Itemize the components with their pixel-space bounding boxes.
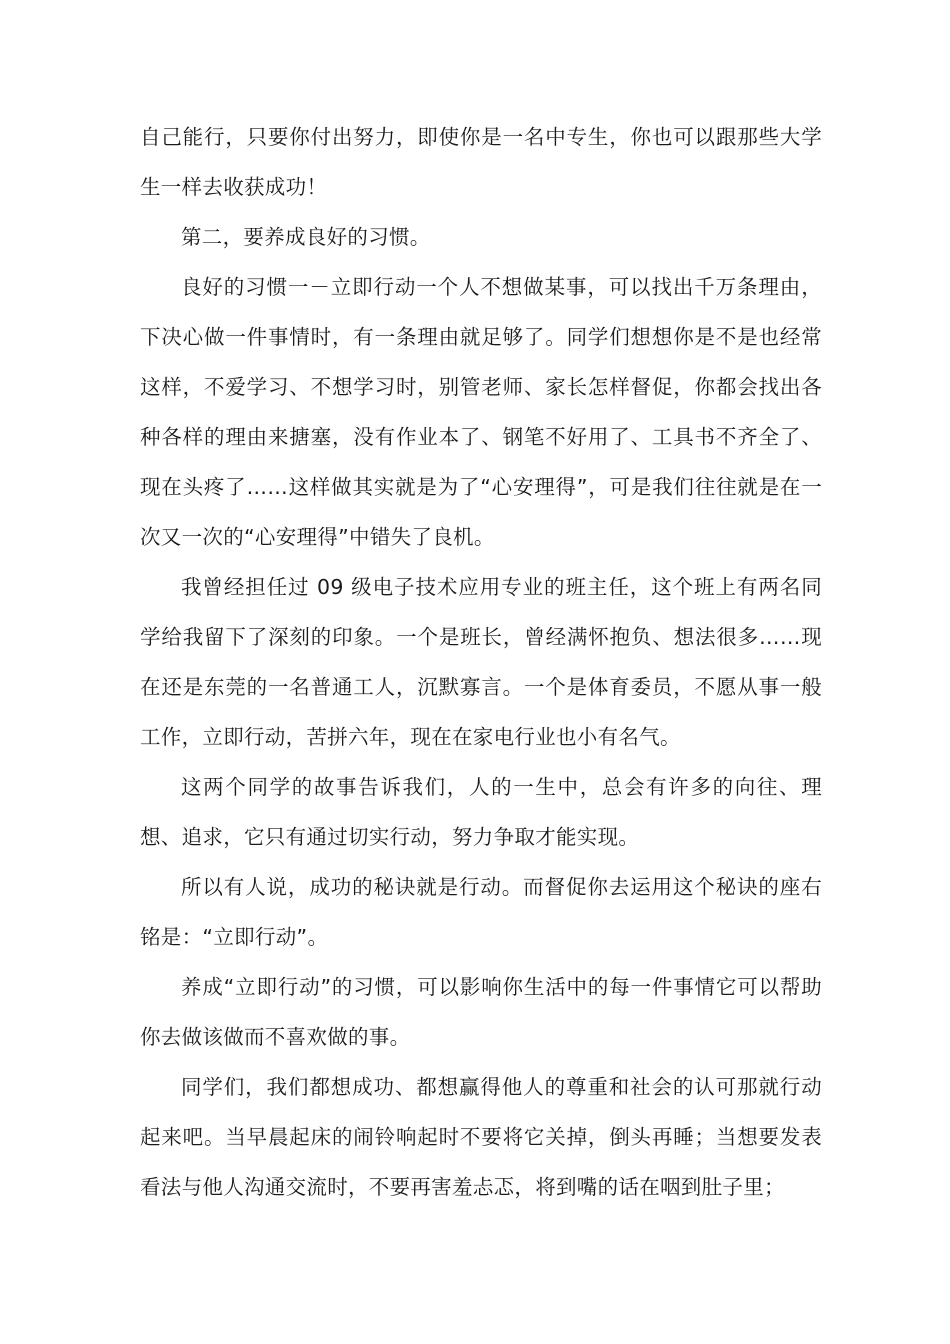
paragraph-1: 自己能行，只要你付出努力，即使你是一名中专生，你也可以跟那些大学生一样去收获成功！ [140, 125, 822, 199]
paragraph-7: 养成“立即行动”的习惯，可以影响你生活中的每一件事情它可以帮助你去做该做而不喜欢做的事。 [140, 975, 822, 1049]
document-body [140, 112, 822, 1212]
paragraph-2: 第二，要养成良好的习惯。 [181, 225, 431, 249]
paragraph-5: 这两个同学的故事告诉我们，人的一生中，总会有许多的向往、理想、追求，它只有通过切实行动，努力争取才能实现。 [140, 775, 822, 849]
paragraph-8: 同学们，我们都想成功、都想赢得他人的尊重和社会的认可那就行动起来吧。当早晨起床的闹铃响起时不要将它关掉，倒头再睡；当想要发表看法与他人沟通交流时，不要再害羞忐忑，将到嘴的话在咽到肚子里； [140, 1075, 822, 1199]
paragraph-3: 良好的习惯一－立即行动一个人不想做某事，可以找出千万条理由，下决心做一件事情时，有一条理由就足够了。同学们想想你是不是也经常这样，不爱学习、不想学习时，别管老师、家长怎样督促，你都会找出各种各样的理由来搪塞，没有作业本了、钢笔不好用了、工具书不齐全了、现在头疼了……这样做其实就是为了“心安理得”，可是我们往往就是在一次又一次的“心安理得”中错失了良机。 [140, 275, 822, 549]
paragraph-4: 我曾经担任过 09 级电子技术应用专业的班主任，这个班上有两名同学给我留下了深刻的印象。一个是班长，曾经满怀抱负、想法很多……现在还是东莞的一名普通工人，沉默寡言。一个是体育委员，不愿从事一般工作，立即行动，苦拼六年，现在在家电行业也小有名气。 [140, 575, 822, 749]
paragraph-6: 所以有人说，成功的秘诀就是行动。而督促你去运用这个秘诀的座右铭是：“立即行动”。 [140, 875, 822, 949]
